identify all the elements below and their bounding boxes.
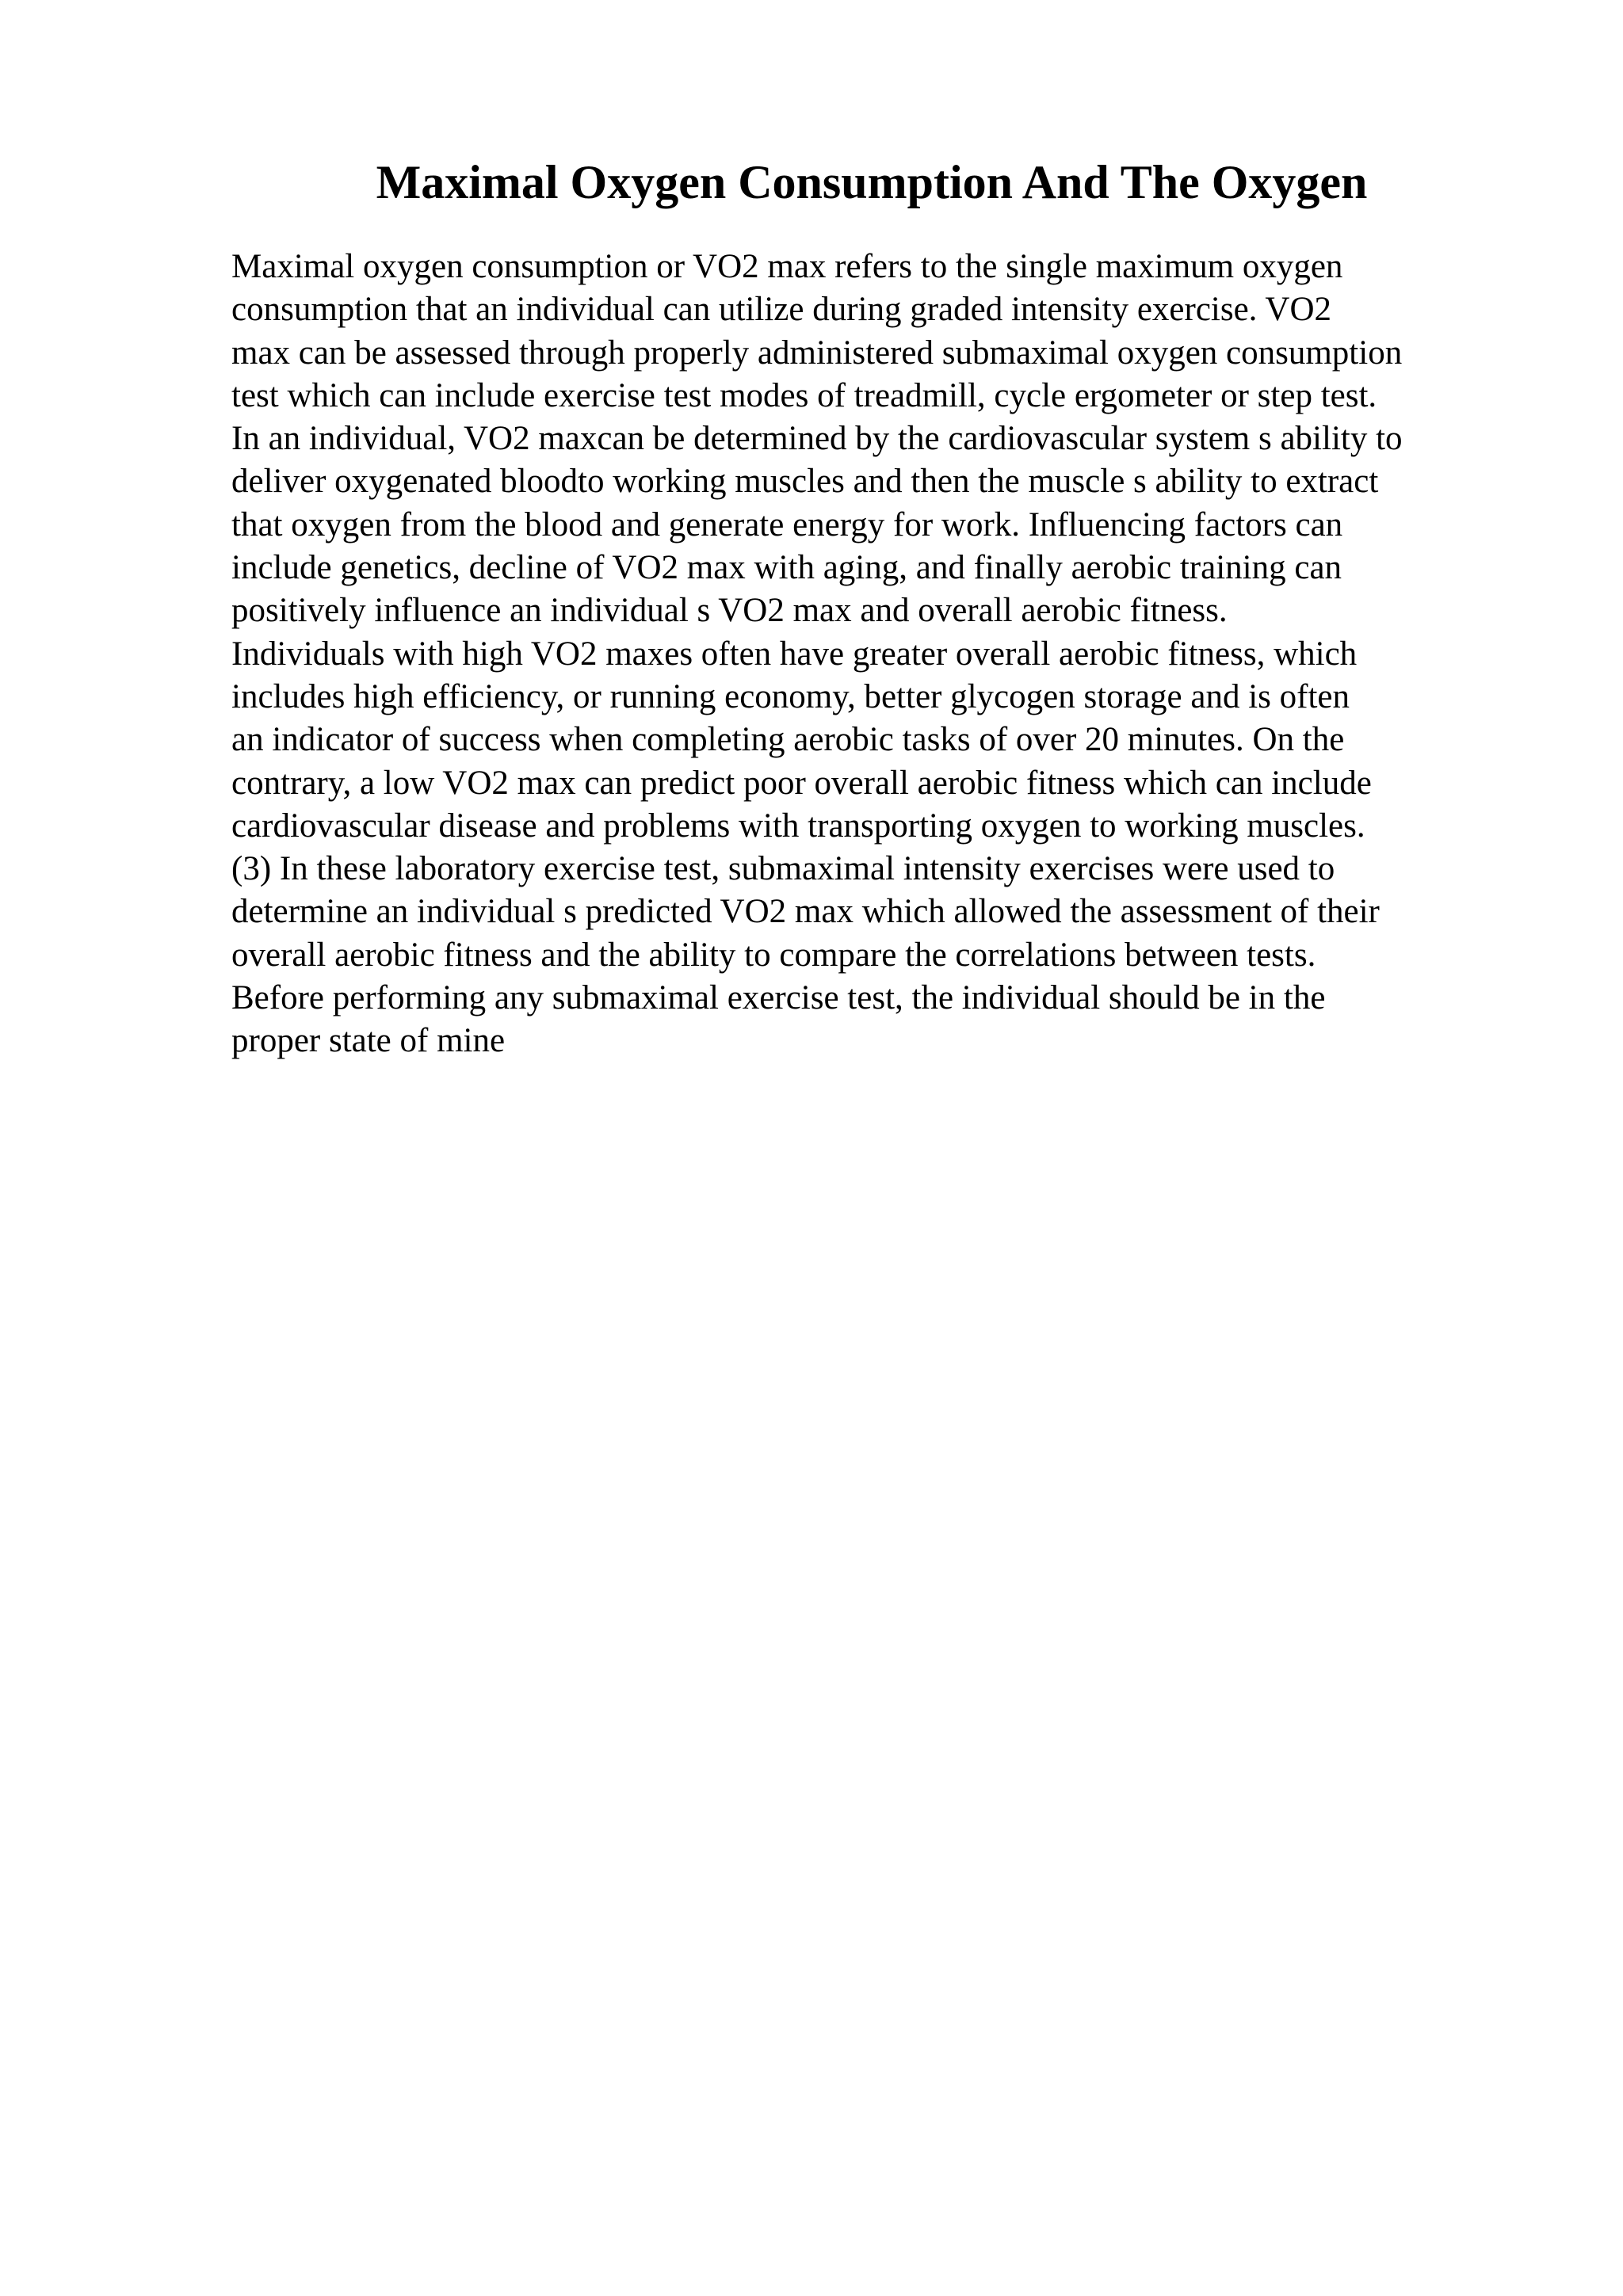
body-text-line: Maximal oxygen consumption or VO2 max refers to the single maximum oxygen (231, 248, 1343, 285)
body-text-line: that oxygen from the blood and generate energy for work. Influencing factors can (231, 505, 1343, 543)
body-text-line: cardiovascular disease and problems with transporting oxygen to working muscles. (231, 807, 1365, 845)
body-text-line: deliver oxygenated bloodto working muscles and then the muscle s ability to extract (231, 463, 1379, 501)
body-text-line: an indicator of success when completing aerobic tasks of over 20 minutes. On the (231, 721, 1345, 759)
body-text-line: includes high efficiency, or running economy, better glycogen storage and is often (231, 677, 1350, 715)
body-text-line: contrary, a low VO2 max can predict poor overall aerobic fitness which can include (231, 764, 1372, 802)
document-title: Maximal Oxygen Consumption And The Oxygen (376, 156, 1368, 208)
body-text-line: include genetics, decline of VO2 max with aging, and finally aerobic training can (231, 549, 1342, 587)
body-text-line: overall aerobic fitness and the ability to compare the correlations between tests. (231, 936, 1316, 974)
body-text-line: Individuals with high VO2 maxes often have greater overall aerobic fitness, which (231, 635, 1358, 673)
body-text-line: (3) In these laboratory exercise test, submaximal intensity exercises were used to (231, 850, 1335, 888)
body-text-line: consumption that an individual can utilize during graded intensity exercise. VO2 (231, 291, 1332, 329)
body-text-line: In an individual, VO2 maxcan be determined by the cardiovascular system s ability to (231, 420, 1403, 458)
body-text-line: determine an individual s predicted VO2 max which allowed the assessment of their (231, 893, 1380, 931)
document-body (231, 246, 1594, 1063)
body-text-line: Before performing any submaximal exercise test, the individual should be in the (231, 979, 1326, 1017)
body-text-line: test which can include exercise test modes of treadmill, cycle ergometer or step test. (231, 376, 1377, 414)
body-text-line: positively influence an individual s VO2 max and overall aerobic fitness. (231, 592, 1228, 630)
body-text-line: max can be assessed through properly administered submaximal oxygen consumption (231, 334, 1403, 372)
body-text-line: proper state of mine (231, 1022, 506, 1060)
